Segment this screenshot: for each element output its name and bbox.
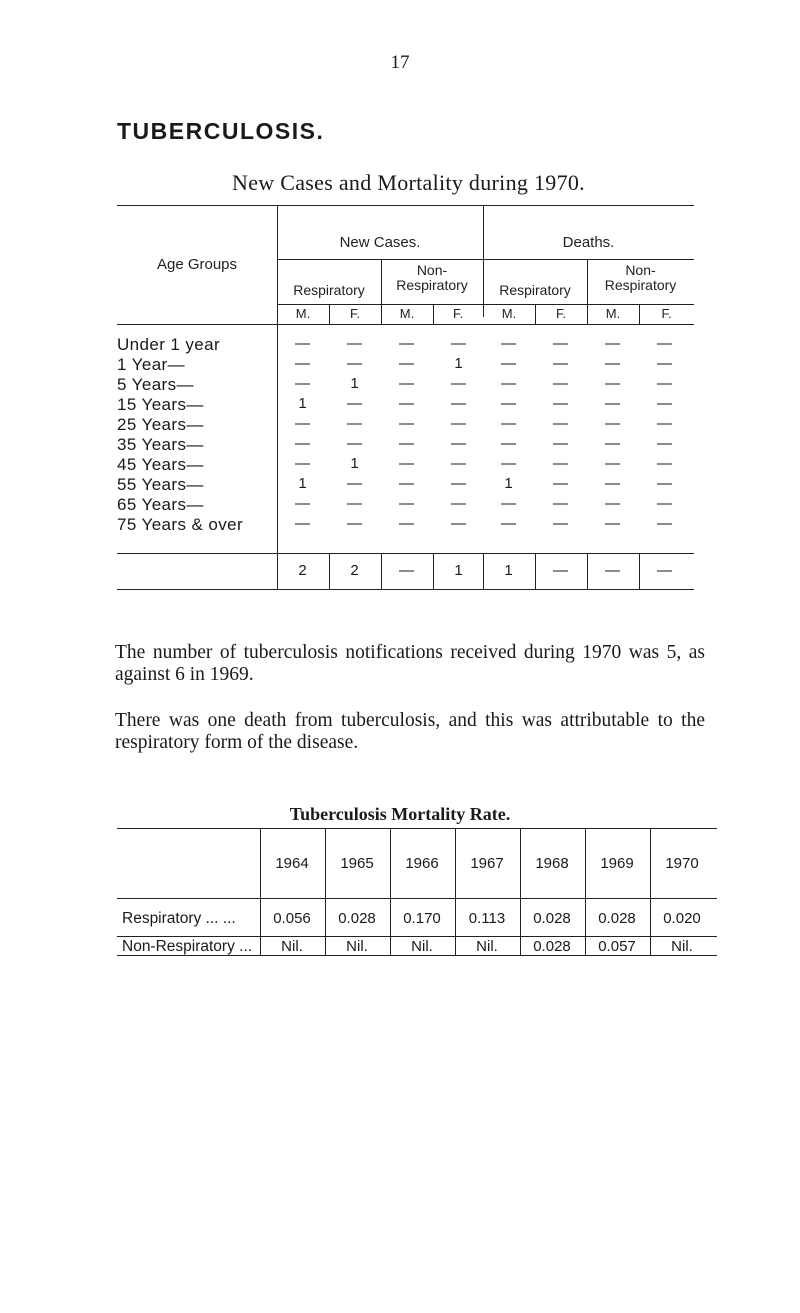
age-group-label: 25 Years—: [117, 415, 204, 434]
female-header: F.: [555, 306, 567, 321]
age-group-label: 55 Years—: [117, 475, 204, 494]
table-cell: —: [399, 415, 414, 432]
table-cell: 1: [454, 355, 463, 372]
table-cell: —: [605, 495, 620, 512]
table-cell: —: [295, 515, 310, 532]
total-cell: —: [399, 562, 414, 579]
table-cell: —: [399, 455, 414, 472]
age-group-label: 35 Years—: [117, 435, 204, 454]
totals-rule: [117, 553, 694, 554]
table-cell: —: [347, 355, 362, 372]
total-cell: —: [605, 562, 620, 579]
respiratory-header: Respiratory: [293, 282, 365, 298]
mortality-value: Nil.: [671, 938, 693, 955]
table-cell: 1: [298, 475, 307, 492]
table-cell: —: [657, 455, 672, 472]
table-cell: —: [451, 495, 466, 512]
table-cell: —: [657, 395, 672, 412]
table-cell: —: [501, 455, 516, 472]
table-cell: —: [501, 335, 516, 352]
table-cell: —: [605, 415, 620, 432]
header-rule-3: [117, 324, 694, 325]
mort-col-divider: [260, 828, 261, 956]
mort-col-divider: [455, 828, 456, 956]
table-cell: —: [501, 375, 516, 392]
table-cell: —: [451, 415, 466, 432]
year-header: 1968: [535, 855, 569, 872]
table-cell: —: [501, 395, 516, 412]
table-cell: —: [347, 475, 362, 492]
table-cell: —: [501, 435, 516, 452]
table-cell: —: [347, 415, 362, 432]
paragraph-deaths: There was one death from tuberculosis, and this was attributable to the respiratory form of the disease.: [115, 709, 705, 753]
age-group-label: 15 Years—: [117, 395, 204, 414]
table-cell: —: [347, 335, 362, 352]
year-header: 1966: [405, 855, 439, 872]
age-group-label: 5 Years—: [117, 375, 194, 394]
table-cell: —: [347, 515, 362, 532]
year-header: 1965: [340, 855, 374, 872]
table-cell: —: [553, 375, 568, 392]
table-cell: —: [605, 335, 620, 352]
table-cell: —: [553, 335, 568, 352]
female-header: F.: [452, 306, 464, 321]
mortality-value: 0.056: [273, 910, 311, 927]
mortality-value: 0.057: [598, 938, 636, 955]
table-cell: —: [553, 495, 568, 512]
table-cell: —: [605, 375, 620, 392]
table-cell: —: [347, 495, 362, 512]
total-cell: 1: [454, 562, 463, 579]
table-cell: —: [553, 395, 568, 412]
age-group-label: 1 Year—: [117, 355, 186, 374]
female-header: F.: [661, 306, 672, 321]
table-cell: —: [657, 335, 672, 352]
table-cell: —: [451, 395, 466, 412]
table-cell: —: [399, 495, 414, 512]
male-header: M.: [295, 306, 311, 321]
table-cell: —: [295, 435, 310, 452]
table-cell: —: [657, 495, 672, 512]
table-top-rule: [117, 205, 694, 206]
year-header: 1970: [665, 855, 699, 872]
male-header: M.: [399, 306, 415, 321]
mortality-table: [117, 828, 717, 956]
female-header: F.: [349, 306, 361, 321]
table-cell: —: [295, 375, 310, 392]
mortality-value: 0.028: [598, 910, 636, 927]
table-cell: —: [399, 435, 414, 452]
mortality-value: Nil.: [476, 938, 498, 955]
table-cell: 1: [350, 455, 359, 472]
new-cases-header: New Cases.: [339, 234, 421, 251]
table-cell: —: [295, 495, 310, 512]
table-cell: —: [295, 455, 310, 472]
page-number: 17: [390, 52, 410, 73]
header-rule-2: [277, 304, 694, 305]
table-cell: —: [501, 355, 516, 372]
cases-table: [117, 205, 694, 590]
non-respiratory-header: [587, 263, 694, 292]
table-cell: —: [553, 455, 568, 472]
year-header: 1964: [275, 855, 309, 872]
mort-top-rule: [117, 828, 717, 829]
mort-col-divider: [520, 828, 521, 956]
table-cell: —: [553, 515, 568, 532]
table-cell: —: [399, 475, 414, 492]
mort-header-rule: [117, 898, 717, 899]
table-cell: —: [451, 515, 466, 532]
table-cell: —: [605, 435, 620, 452]
male-header: M.: [501, 306, 517, 321]
mortality-value: 0.028: [338, 910, 376, 927]
age-group-label: 75 Years & over: [117, 515, 244, 534]
table-cell: —: [657, 355, 672, 372]
table-cell: —: [657, 435, 672, 452]
mort-col-divider: [585, 828, 586, 956]
bottom-rule: [117, 589, 694, 590]
table-cell: —: [553, 435, 568, 452]
table-cell: —: [657, 475, 672, 492]
table-cell: —: [295, 355, 310, 372]
mortality-value: 0.028: [533, 938, 571, 955]
table-cell: —: [553, 475, 568, 492]
age-group-label: 45 Years—: [117, 455, 204, 474]
total-cell: —: [553, 562, 568, 579]
table-cell: —: [451, 375, 466, 392]
table-cell: —: [451, 455, 466, 472]
table-cell: —: [399, 375, 414, 392]
mort-col-divider: [390, 828, 391, 956]
mortality-value: Nil.: [281, 938, 303, 955]
mortality-value: 0.028: [533, 910, 571, 927]
table-cell: 1: [298, 395, 307, 412]
header-rule-1: [277, 259, 694, 260]
table-cell: —: [451, 475, 466, 492]
male-header: M.: [605, 306, 621, 321]
total-cell: 1: [504, 562, 513, 579]
age-groups-header: Age Groups: [156, 256, 238, 273]
table-cell: —: [605, 395, 620, 412]
deaths-header: Deaths.: [562, 234, 615, 251]
non-respiratory-line2: Respiratory: [604, 276, 677, 293]
non-respiratory-line2: Respiratory: [396, 276, 468, 293]
mortality-value: 0.113: [468, 910, 506, 927]
table-cell: —: [501, 515, 516, 532]
table-cell: —: [605, 475, 620, 492]
mortality-value: 0.170: [403, 910, 441, 927]
table-cell: 1: [504, 475, 513, 492]
table-cell: —: [399, 395, 414, 412]
table-cell: —: [553, 415, 568, 432]
table-cell: —: [501, 415, 516, 432]
table-cell: —: [501, 495, 516, 512]
total-cell: 2: [350, 562, 359, 579]
table-cell: —: [657, 375, 672, 392]
table-cell: —: [605, 455, 620, 472]
table-cell: —: [605, 355, 620, 372]
table-cell: —: [347, 395, 362, 412]
table-cell: —: [657, 415, 672, 432]
table-cell: —: [553, 355, 568, 372]
mortality-row-label: Non-Respiratory ...: [122, 938, 253, 955]
year-header: 1969: [600, 855, 634, 872]
header-divider-deaths: [483, 205, 484, 317]
table-cell: —: [451, 435, 466, 452]
table-cell: —: [295, 415, 310, 432]
section-title: TUBERCULOSIS.: [117, 118, 325, 144]
total-cell: 2: [298, 562, 307, 579]
paragraph-notifications: The number of tuberculosis notifications received during 1970 was 5, as against 6 in 1969.: [115, 641, 705, 685]
table-cell: —: [347, 435, 362, 452]
section-subtitle: New Cases and Mortality during 1970.: [232, 170, 585, 195]
mortality-row-label: Respiratory ... ...: [122, 910, 236, 927]
table-cell: —: [451, 335, 466, 352]
table-cell: —: [605, 515, 620, 532]
mort-middle-rule: [117, 936, 717, 937]
mortality-value: Nil.: [346, 938, 368, 955]
table-cell: —: [399, 335, 414, 352]
table-cell: —: [399, 355, 414, 372]
table-cell: —: [295, 335, 310, 352]
non-respiratory-line1: Non-: [625, 262, 656, 278]
table-cell: 1: [350, 375, 359, 392]
non-respiratory-header: [381, 263, 483, 292]
table-cell: —: [399, 515, 414, 532]
year-header: 1967: [470, 855, 504, 872]
non-respiratory-line1: Non-: [416, 262, 448, 278]
mort-col-divider: [325, 828, 326, 956]
mortality-value: Nil.: [411, 938, 433, 955]
age-group-label: 65 Years—: [117, 495, 204, 514]
mortality-value: 0.020: [663, 910, 701, 927]
mortality-title: Tuberculosis Mortality Rate.: [289, 804, 511, 824]
table-cell: —: [657, 515, 672, 532]
age-group-label: Under 1 year: [117, 335, 221, 354]
mort-col-divider: [650, 828, 651, 956]
respiratory-header: Respiratory: [499, 282, 571, 298]
total-cell: —: [657, 562, 672, 579]
